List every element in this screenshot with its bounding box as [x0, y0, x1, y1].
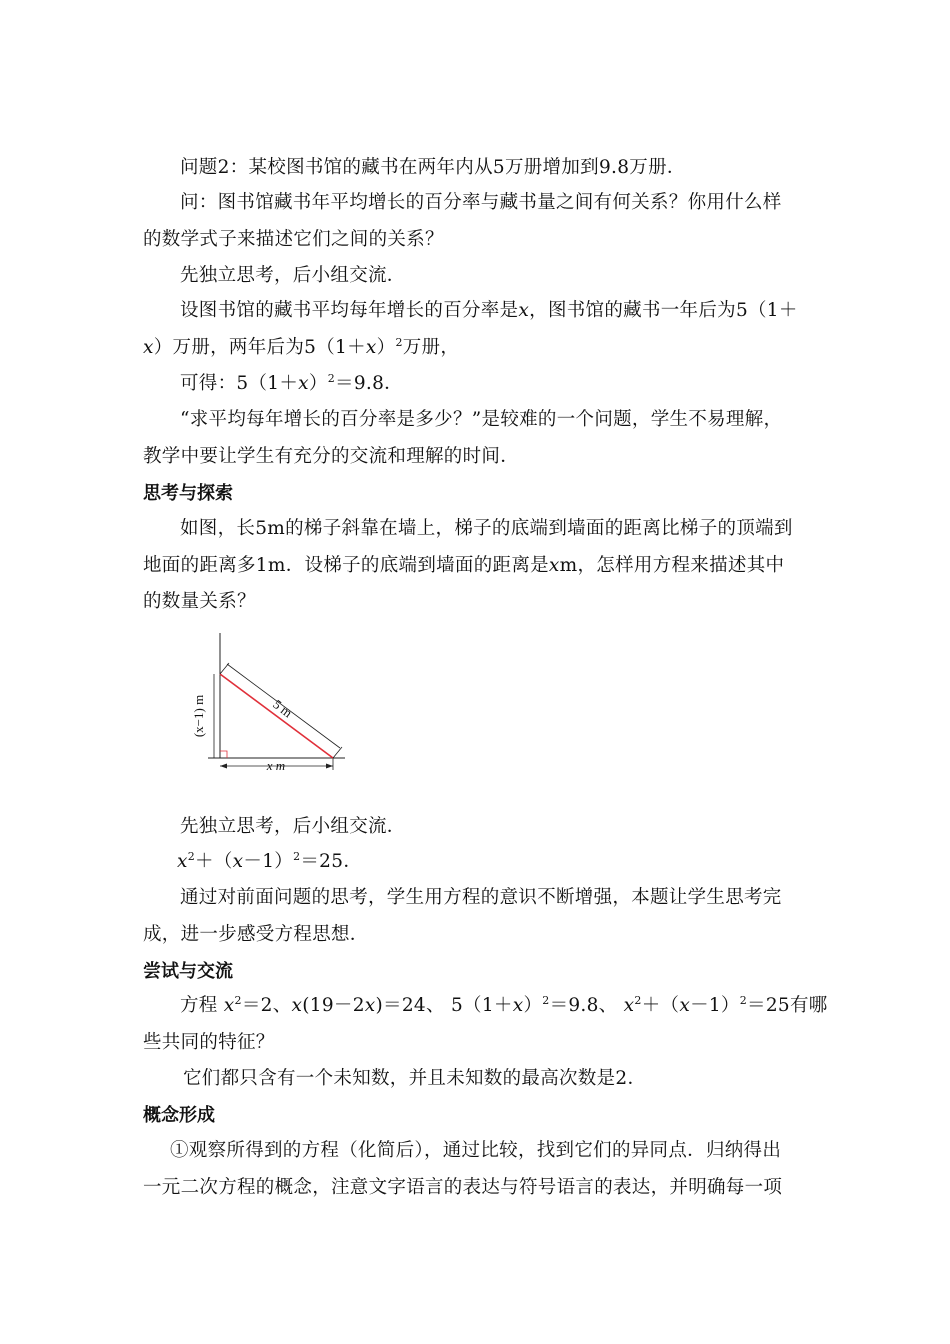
concept-line1: ①观察所得到的方程（化简后），通过比较，找到它们的异同点．归纳得出	[170, 1140, 782, 1161]
section-heading-concept: 概念形成	[143, 1105, 215, 1126]
think-line1: 如图，长5m的梯子斜靠在墙上，梯子的底端到墙面的距离比梯子的顶端到	[180, 518, 793, 539]
try-answer: 它们都只含有一个未知数，并且未知数的最高次数是2．	[183, 1068, 647, 1089]
label-base: x m	[266, 758, 286, 773]
problem2-note-line2: 教学中要让学生有充分的交流和理解的时间．	[143, 446, 520, 467]
think-instruction: 先独立思考，后小组交流．	[180, 816, 406, 837]
problem2-equation: 可得：$5(1+x)^2=9.8$．	[180, 372, 403, 394]
problem2-statement: 问题2：某校图书馆的藏书在两年内从5万册增加到9.8万册．	[180, 157, 686, 178]
section-heading-try: 尝试与交流	[143, 961, 233, 982]
problem2-question-line2: 的数学式子来描述它们之间的关系？	[143, 229, 444, 250]
ladder-figure	[190, 630, 360, 780]
try-line2: 些共同的特征？	[143, 1032, 275, 1053]
problem2-setup-line1: 设图书馆的藏书平均每年增长的百分率是x，图书馆的藏书一年后为5（1＋	[180, 300, 798, 321]
problem2-question-line1: 问：图书馆藏书年平均增长的百分率与藏书量之间有何关系？你用什么样	[180, 192, 782, 213]
problem2-instruction: 先独立思考，后小组交流．	[180, 265, 406, 286]
problem2-setup-line2: x）万册，两年后为$5(1+x)^2$万册，	[143, 336, 460, 358]
label-hypotenuse: 5 m	[270, 696, 296, 721]
think-para-line1: 通过对前面问题的思考，学生用方程的意识不断增强，本题让学生思考完	[180, 887, 782, 908]
try-line1: 方程 $x^2=2$、x(19－2x)＝24、 $5(1+x)^2=9.8$、 $x^2+(x-1)^2=25$有哪	[180, 994, 828, 1016]
think-line2: 地面的距离多1m．设梯子的底端到墙面的距离是xm，怎样用方程来描述其中	[143, 555, 785, 576]
label-vertical: (x−1) m	[191, 694, 206, 738]
ladder-equation: $x^2+(x-1)^2=25$．	[177, 850, 363, 872]
right-angle-mark	[220, 751, 227, 758]
think-para-line2: 成，进一步感受方程思想．	[143, 924, 369, 945]
section-heading-think: 思考与探索	[143, 483, 233, 504]
think-line3: 的数量关系？	[143, 591, 256, 612]
problem2-note-line1: “求平均每年增长的百分率是多少？”是较难的一个问题，学生不易理解，	[180, 409, 783, 430]
concept-line2: 一元二次方程的概念，注意文字语言的表达与符号语言的表达，并明确每一项	[143, 1177, 783, 1198]
ladder-line	[220, 674, 333, 758]
